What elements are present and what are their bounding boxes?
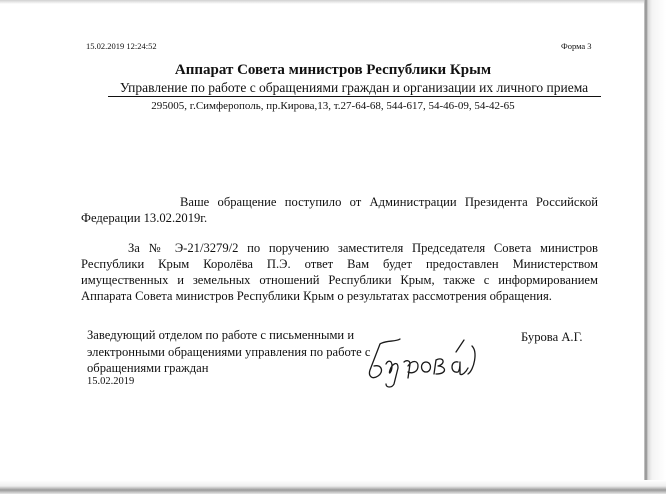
print-timestamp: 15.02.2019 12:24:52 [86,41,157,51]
scan-bottom-edge [0,480,666,494]
paragraph-received: Ваше обращение поступило от Администрации Президента Российской Федерации 13.02.2019г. [81,195,598,225]
signatory-name: Бурова А.Г. [521,330,583,344]
header-divider [108,96,601,97]
organization-address: 295005, г.Симферополь, пр.Кирова,13, т.27-64-68, 544-617, 54-46-09, 54-42-65 [151,100,515,112]
scan-right-edge [644,0,666,494]
scan-top-edge [0,0,666,4]
form-number: Форма 3 [561,41,592,51]
organization-name: Аппарат Совета министров Республики Крым [174,62,492,78]
department-name: Управление по работе с обращениями граждан и организации их личного приема [119,80,589,95]
signatory-position: Заведующий отделом по работе с письменными и электронными обращениями управления по работе с обращениями граждан [87,328,371,375]
handwritten-signature [352,330,492,390]
signature-date: 15.02.2019 [87,376,135,387]
paragraph-response: За № Э-21/3279/2 по поручению заместителя Председателя Совета министров Республики Крым Королёва П.Э. ответ Вам будет предоставлен Министерством имущественных и земельных отношений Республики Крым, также с информированием Аппарата Совета министров Республики Крым о результатах рассмотрения обращения. [81,241,598,303]
